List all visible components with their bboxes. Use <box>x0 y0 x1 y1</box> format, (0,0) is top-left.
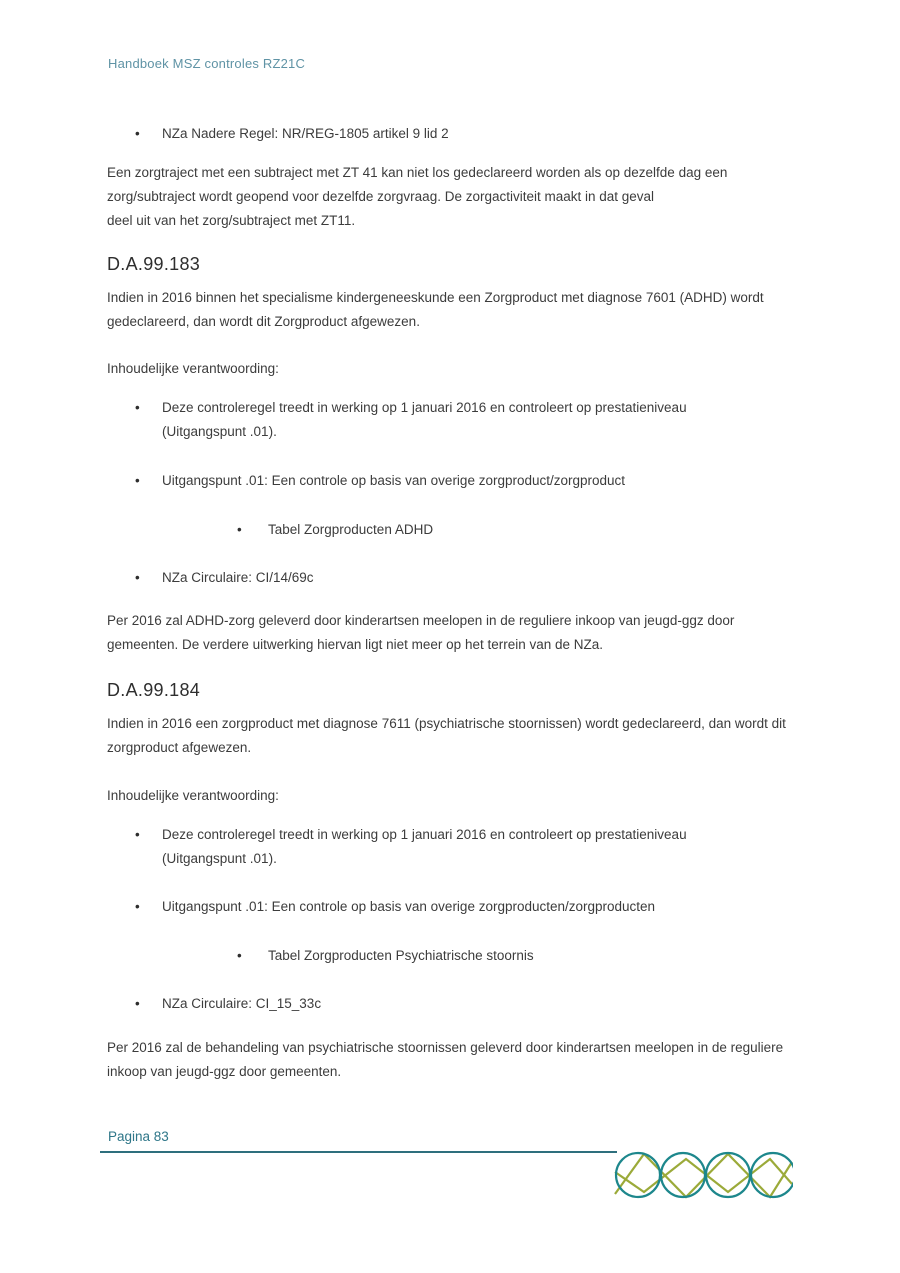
section-184-subheading: Inhoudelijke verantwoording: <box>107 788 279 803</box>
section-183-subheading: Inhoudelijke verantwoording: <box>107 361 279 376</box>
bullet-marker: • <box>135 126 140 141</box>
footer-rule <box>100 1151 617 1153</box>
intro-paragraph-line: zorg/subtraject wordt geopend voor dezelfde zorgvraag. De zorgactiviteit maakt in dat geval <box>107 189 655 204</box>
section-184-intro: Indien in 2016 een zorgproduct met diagnose 7611 (psychiatrische stoornissen) wordt gedeclareerd, dan wordt dit zorgproduct afgewezen. <box>107 716 786 755</box>
bullet-marker: • <box>135 827 140 842</box>
intro-bullet-text: NZa Nadere Regel: NR/REG-1805 artikel 9 lid 2 <box>162 126 449 141</box>
bullet-text: Uitgangspunt .01: Een controle op basis van overige zorgproducten/zorgproducten <box>162 899 656 914</box>
section-184-circulaire-bullet <box>107 992 807 1016</box>
section-184-closing: Per 2016 zal de behandeling van psychiatrische stoornissen geleverd door kinderartsen meelopen in de reguliere inkoop van jeugd-ggz door gemeenten. <box>107 1040 784 1079</box>
section-183-closing: Per 2016 zal ADHD-zorg geleverd door kinderartsen meelopen in de reguliere inkoop van jeugd-ggz door gemeenten. De verdere uitwerking hiervan ligt niet meer op het terrein van de NZa. <box>107 613 735 652</box>
intro-paragraph <box>107 161 807 233</box>
document-header: Handboek MSZ controles RZ21C <box>108 56 306 71</box>
intro-paragraph-line: deel uit van het zorg/subtraject met ZT11. <box>107 213 356 228</box>
nza-braid-logo-icon <box>613 1150 793 1200</box>
bullet-marker: • <box>135 473 140 488</box>
bullet-text: NZa Circulaire: CI_15_33c <box>162 996 322 1011</box>
bullet-text: Tabel Zorgproducten ADHD <box>268 522 434 537</box>
bullet-text: Uitgangspunt .01: Een controle op basis van overige zorgproduct/zorgproduct <box>162 473 626 488</box>
section-183-bullet-1 <box>107 396 807 444</box>
section-183-circulaire-bullet <box>107 566 807 590</box>
section-heading-183: D.A.99.183 <box>107 254 201 274</box>
bullet-text: Tabel Zorgproducten Psychiatrische stoornis <box>268 948 534 963</box>
bullet-marker: • <box>237 948 242 963</box>
bullet-text: Deze controleregel treedt in werking op 1 januari 2016 en controleert op prestatieniveau (Uitgangspunt .01). <box>162 827 687 866</box>
section-184-bullet-2 <box>107 895 807 919</box>
bullet-marker: • <box>135 400 140 415</box>
section-184-bullet-1 <box>107 823 807 871</box>
bullet-text: Deze controleregel treedt in werking op 1 januari 2016 en controleert op prestatieniveau (Uitgangspunt .01). <box>162 400 687 439</box>
bullet-marker: • <box>135 570 140 585</box>
bullet-marker: • <box>237 522 242 537</box>
section-183-intro: Indien in 2016 binnen het specialisme kindergeneeskunde een Zorgproduct met diagnose 7601 (ADHD) wordt gedeclareerd, dan wordt dit Zorgproduct afgewezen. <box>107 290 764 329</box>
intro-paragraph-line: Een zorgtraject met een subtraject met ZT 41 kan niet los gedeclareerd worden als op dezelfde dag een <box>107 165 728 180</box>
section-184-sub-bullet <box>107 944 807 968</box>
bullet-marker: • <box>135 899 140 914</box>
intro-bullet-item <box>107 122 807 146</box>
bullet-marker: • <box>135 996 140 1011</box>
bullet-text: NZa Circulaire: CI/14/69c <box>162 570 314 585</box>
page-number-label: Pagina 83 <box>108 1129 169 1144</box>
section-183-sub-bullet <box>107 518 807 542</box>
section-183-bullet-2 <box>107 469 807 493</box>
section-heading-184: D.A.99.184 <box>107 680 201 700</box>
